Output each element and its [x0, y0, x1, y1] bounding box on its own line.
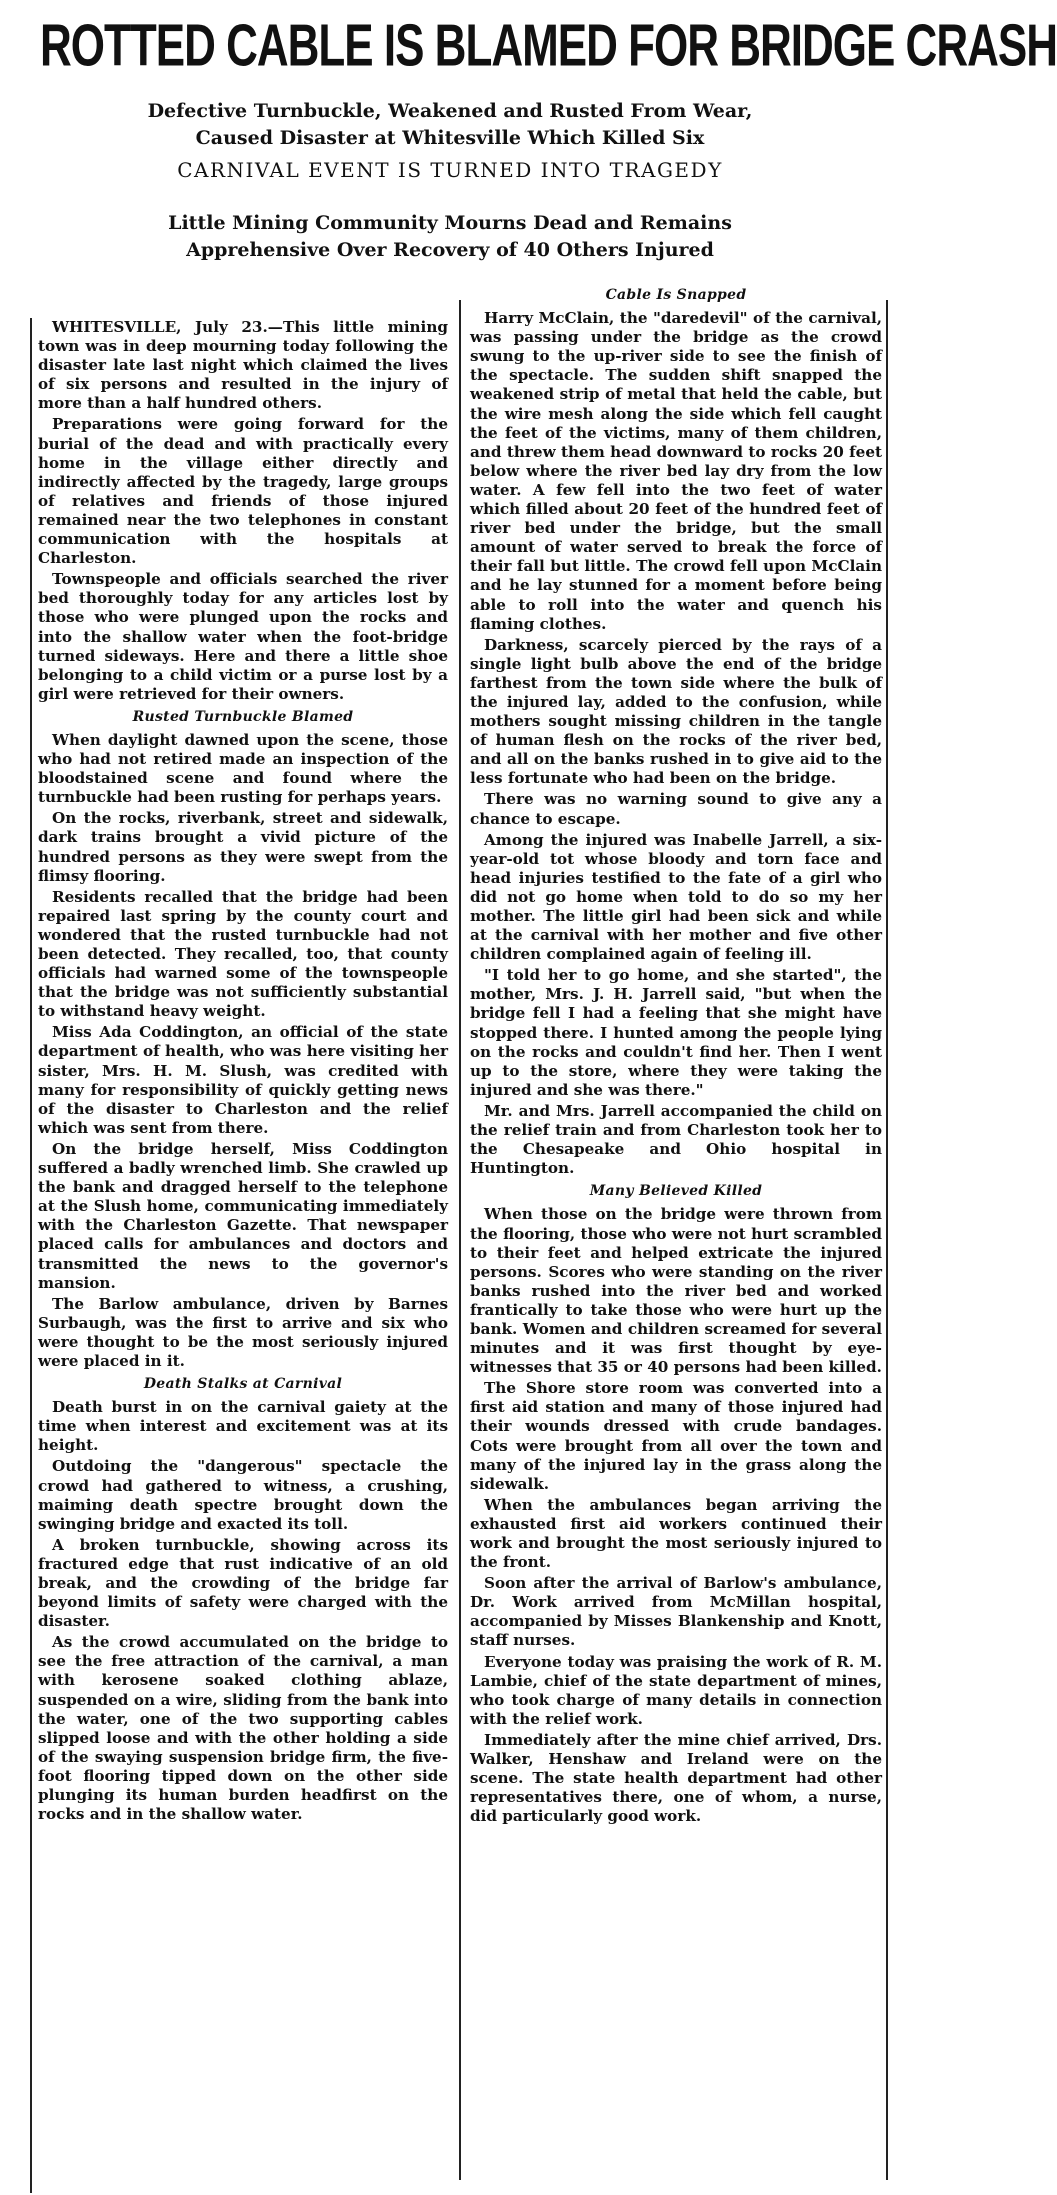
right-column: [470, 282, 882, 1828]
article-paragraph: Preparations were going forward for the burial of the dead and with practically every home in the village either directly and indirectly affected by the tragedy, large groups of relatives and friends of those injured remained near the two telephones in constant communication with the hospitals at Charleston.: [38, 415, 448, 568]
article-paragraph: Among the injured was Inabelle Jarrell, a six-year-old tot whose bloody and torn face and head injuries testified to the fate of a girl who did not go home when told to do so my her mother. The little girl had been sick and while at the carnival with her mother and five other children complained again of feeling ill.: [470, 830, 882, 964]
column-rule-middle: [459, 300, 461, 2180]
deck-2: CARNIVAL EVENT IS TURNED INTO TRAGEDY: [177, 158, 723, 182]
article-paragraph: Soon after the arrival of Barlow's ambulance, Dr. Work arrived from McMillan hospital, accompanied by Misses Blankenship and Knott, staff nurses.: [470, 1574, 882, 1650]
article-paragraph: Residents recalled that the bridge had been repaired last spring by the county court and wondered that the rusted turnbuckle had not been detected. They recalled, too, that county officials had warned some of the townspeople that the bridge was not sufficiently substantial to withstand heavy weight.: [38, 887, 448, 1021]
article-paragraph: There was no warning sound to give any a chance to escape.: [470, 790, 882, 828]
deck-1: [90, 98, 810, 152]
article-paragraph: Everyone today was praising the work of R. M. Lambie, chief of the state department of mines, who took charge of many details in connection with the relief work.: [470, 1652, 882, 1728]
article-paragraph: A broken turnbuckle, showing across its fractured edge that rust indicative of an old break, and the crowding of the bridge far beyond limits of safety were charged with the disaster.: [38, 1535, 448, 1631]
article-paragraph: "I told her to go home, and she started", the mother, Mrs. J. H. Jarrell said, "but when the bridge fell I had a feeling that she might have stopped there. I hunted among the people lying on the rocks and couldn't find her. Then I went up to the store, where they were taking the injured and she was there.": [470, 966, 882, 1099]
deck-3: [130, 210, 770, 264]
article-paragraph: When the ambulances began arriving the exhausted first aid workers continued their work and brought the most seriously injured to the front.: [470, 1495, 882, 1572]
article-paragraph: Death burst in on the carnival gaiety at the time when interest and excitement was at its height.: [38, 1398, 448, 1455]
deck-1-line-2: Caused Disaster at Whitesville Which Killed Six: [195, 127, 705, 149]
article-paragraph: Miss Ada Coddington, an official of the state department of health, who was here visiting her sister, Mrs. H. M. Slush, was credited with many for responsibility of quickly getting news of the disaster to Charleston and the relief which was sent from there.: [38, 1023, 448, 1137]
article-paragraph: The Shore store room was converted into a first aid station and many of those injured had their wounds dressed with crude bandages. Cots were brought from all over the town and many of the injured lay in the grass along the sidewalk.: [470, 1379, 882, 1493]
subheading: Death Stalks at Carnival: [143, 1376, 343, 1393]
article-paragraph: Darkness, scarcely pierced by the rays of a single light bulb above the end of the bridge farthest from the town side where the bulk of the injured lay, added to the confusion, while mothers sought missing children in the tangle of human flesh on the rocks of the river bed, and all on the banks rushed in to give aid to the less fortunate who had been on the bridge.: [470, 635, 882, 788]
left-column: [38, 318, 448, 1826]
subheading: Rusted Turnbuckle Blamed: [132, 708, 354, 725]
article-paragraph: As the crowd accumulated on the bridge to see the free attraction of the carnival, a man with kerosene soaked clothing ablaze, suspended on a wire, sliding from the bank into the water, one of the two supporting cables slipped loose and with the other holding a side of the swaying suspension bridge firm, the five-foot flooring tipped down on the other side plunging its human burden headfirst on the rocks and in the shallow water.: [38, 1633, 448, 1824]
article-paragraph: Harry McClain, the "daredevil" of the carnival, was passing under the bridge as the crowd swung to the up-river side to see the finish of the spectacle. The sudden shift snapped the weakened strip of metal that held the cable, but the wire mesh along the side which fell caught the feet of the victims, many of them children, and threw them head downward to rocks 20 feet below where the river bed lay dry from the low water. A few fell into the two feet of water which filled about 20 feet of the hundred feet of river bed under the bridge, but the small amount of water served to break the force of their fall but little. The crowd fell upon McClain and he lay stunned for a moment before being able to roll into the water and quench his flaming clothes.: [470, 309, 882, 633]
article-paragraph: On the bridge herself, Miss Coddington suffered a badly wrenched limb. She crawled up the bank and dragged herself to the telephone at the Slush home, communicating immediately with the Charleston Gazette. That newspaper placed calls for ambulances and doctors and transmitted the news to the governor's mansion.: [38, 1139, 448, 1292]
deck-3-line-2: Apprehensive Over Recovery of 40 Others Injured: [186, 239, 714, 261]
article-paragraph: When daylight dawned upon the scene, those who had not retired made an inspection of the bloodstained scene and found where the turnbuckle had been rusting for perhaps years.: [38, 730, 448, 807]
article-paragraph: When those on the bridge were thrown from the flooring, those who were not hurt scrambled to their feet and helped extricate the injured persons. Scores who were standing on the river banks rushed into the river bed and worked frantically to take those who were hurt up the bank. Women and children screamed for several minutes and it was first thought by eye-witnesses that 35 or 40 persons had been killed.: [470, 1205, 882, 1377]
subheading: Cable Is Snapped: [605, 287, 747, 303]
deck-1-line-1: Defective Turnbuckle, Weakened and Rusted From Wear,: [147, 100, 753, 122]
article-paragraph: WHITESVILLE, July 23.—This little mining town was in deep mourning today following the disaster late last night which claimed the lives of six persons and resulted in the injury of more than a half hundred others.: [38, 318, 448, 413]
article-paragraph: The Barlow ambulance, driven by Barnes Surbaugh, was the first to arrive and six who were thought to be the most seriously injured were placed in it.: [38, 1294, 448, 1370]
article-paragraph: Outdoing the "dangerous" spectacle the crowd had gathered to witness, a crushing, maiming death spectre brought down the swinging bridge and exacted its toll.: [38, 1457, 448, 1533]
headline: ROTTED CABLE IS BLAMED FOR BRIDGE CRASH: [40, 12, 1057, 79]
article-paragraph: On the rocks, riverbank, street and sidewalk, dark trains brought a vivid picture of the hundred persons as they were swept from the flimsy flooring.: [38, 809, 448, 885]
deck-3-line-1: Little Mining Community Mourns Dead and Remains: [168, 212, 732, 234]
subheading: Many Believed Killed: [589, 1183, 763, 1200]
article-paragraph: Mr. and Mrs. Jarrell accompanied the child on the relief train and from Charleston took her to the Chesapeake and Ohio hospital in Huntington.: [470, 1101, 882, 1178]
article-paragraph: Townspeople and officials searched the river bed thoroughly today for any articles lost by those who were plunged upon the rocks and into the shallow water when the foot-bridge turned sideways. Here and there a little shoe belonging to a child victim or a purse lost by a girl were retrieved for their owners.: [38, 570, 448, 703]
column-rule-left: [30, 318, 32, 2193]
column-rule-right: [886, 300, 888, 2180]
article-paragraph: Immediately after the mine chief arrived, Drs. Walker, Henshaw and Ireland were on the scene. The state health department had other representatives there, one of whom, a nurse, did particularly good work.: [470, 1730, 882, 1826]
